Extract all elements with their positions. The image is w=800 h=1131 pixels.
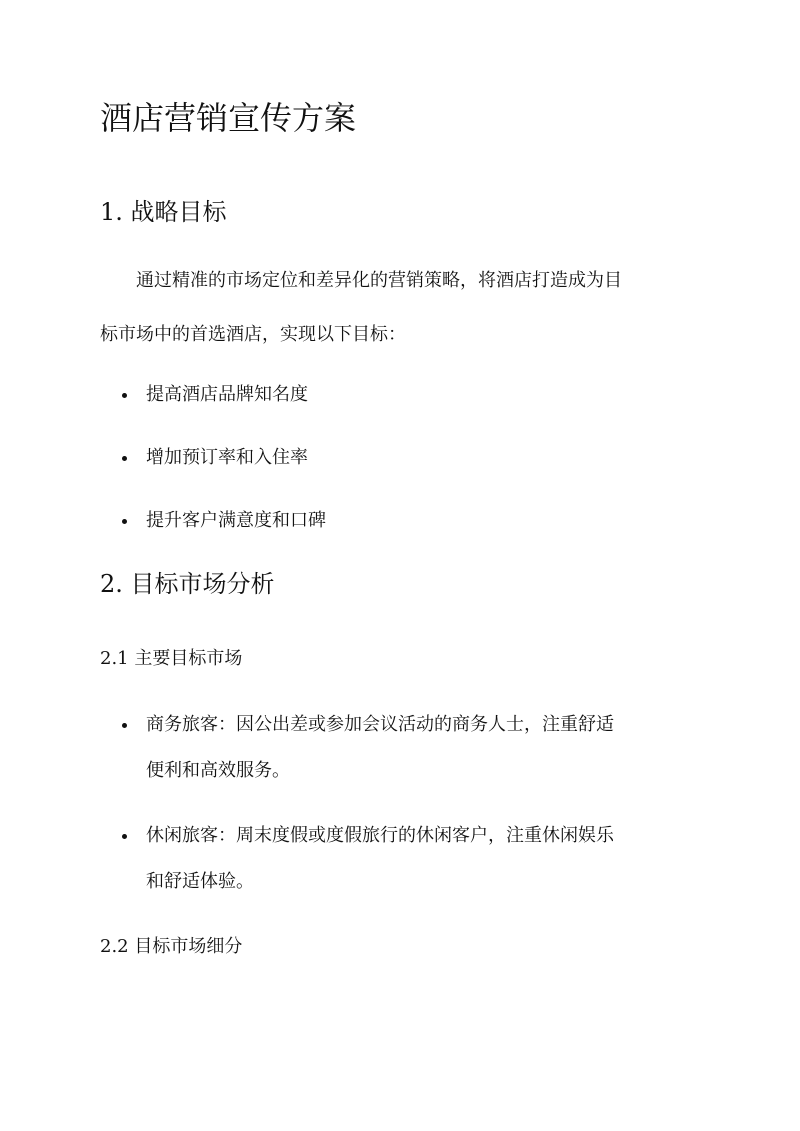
document-title: 酒店营销宣传方案 [100,99,357,137]
bullet-dot [122,456,127,461]
bullet-dot [122,723,127,728]
bullet-dot [122,519,127,524]
list-item: 增加预订率和入住率 [146,447,308,468]
subsection-heading-market-segmentation: 2.2 目标市场细分 [100,936,243,957]
paragraph-line-2: 标市场中的首选酒店，实现以下目标： [100,324,406,345]
subsection-heading-main-market: 2.1 主要目标市场 [100,648,243,669]
bullet-dot [122,834,127,839]
section-heading-strategy: 1. 战略目标 [100,198,227,226]
bullet-dot [122,393,127,398]
list-item-line: 便利和高效服务。 [146,760,290,781]
paragraph-line-1: 通过精准的市场定位和差异化的营销策略，将酒店打造成为目 [136,270,622,291]
list-item-line: 休闲旅客：周末度假或度假旅行的休闲客户，注重休闲娱乐 [146,825,614,846]
list-item-line: 商务旅客：因公出差或参加会议活动的商务人士，注重舒适 [146,714,614,735]
section-heading-market-analysis: 2. 目标市场分析 [100,570,275,598]
list-item: 提高酒店品牌知名度 [146,384,308,405]
list-item-line: 和舒适体验。 [146,871,254,892]
list-item: 提升客户满意度和口碑 [146,510,326,531]
